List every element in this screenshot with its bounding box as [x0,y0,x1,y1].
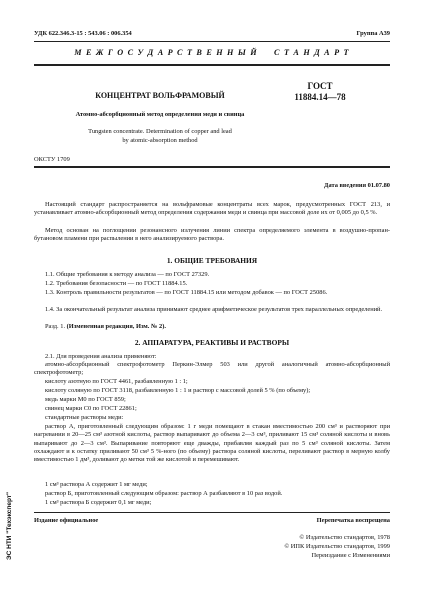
clause-2-1: 2.1. Для проведения анализа применяют: [45,353,157,360]
section-1-note-prefix: Разд. 1. [45,323,66,330]
gost-number: 11884.14—78 [294,92,346,102]
udk-code: УДК 622.346.3-15 : 543.06 : 006.354 [34,30,132,37]
intro-date: Дата введения 01.07.80 [324,182,390,189]
item-lead: свинец марки С0 по ГОСТ 22861; [45,405,137,412]
clause-1-1: 1.1. Общие требования к методу анализа — по ГОСТ 27329. [45,271,210,278]
footer-rule [34,512,390,513]
solution-b-preparation: раствор Б, приготовленный следующим образом: раствор А разбавляют в 10 раз водой. [45,490,283,497]
side-stamp: ЭС НТИ "Техэксперт" [6,491,13,560]
banner-rule [34,64,390,66]
gost-label: ГОСТ [307,81,333,91]
clause-1-3: 1.3. Контроль правильности результатов — по ГОСТ 11884.15 или методом добавок — по ГОСТ 25086. [45,289,328,296]
section-1-title: 1. ОБЩИЕ ТРЕБОВАНИЯ [166,256,258,265]
solution-a-preparation: раствор А, приготовленный следующим образом: 1 г меди помещают в стакан вместимостью 200 см³ и растворяют при нагревании в 20—25 см³ азотной кислоты, раствор выпаривают до объема 2—3 см³, приливают 15 см³ соляной кислоты и вновь выпаривают до 2—3 см³. Выпаривание повторяют еще дважды, прибавляя каждый раз по 5 см³ соляной кислоты. Затем охлаждают и к остатку приливают 50 см³ 5 %-ного (по объему) раствора соляной кислоты, переливают раствор в мерную колбу вместимостью 1 дм³, доливают до метки той же кислотой и перемешивают. [34,423,390,464]
section-1-note [34,323,390,331]
english-title-line-2: by atomic-absorption method [122,137,198,144]
clause-1-4: 1.4. За окончательный результат анализа принимают среднее арифметическое результатов трех параллельных определений. [45,306,383,313]
item-spectrophotometer: атомно-абсорбционный спектрофотометр Перкин-Элмер 503 или другой аналогичный атомно-абсорбционный спектрофотометр; [34,361,390,377]
copyright-1: © Издательство стандартов, 1978 [299,534,390,541]
item-copper-solutions: стандартные растворы меди: [45,414,124,421]
paragraph-scope: Настоящий стандарт распространяется на вольфрамовые концентраты всех марок, предусмотренных ГОСТ 213, и устанавливает атомно-абсорбционный метод определения содержания меди и свинца при массовой доле их от 0,005 до 0,5 %. [34,201,390,217]
standard-banner: М Е Ж Г О С У Д А Р С Т В Е Н Н Ы Й С Т А Н Д А Р Т [74,48,350,57]
document-subtitle: Атомно-абсорбционный метод определения меди и свинца [75,111,245,118]
document-title: КОНЦЕНТРАТ ВОЛЬФРАМОВЫЙ [95,91,225,100]
item-hydrochloric-acid: кислоту соляную по ГОСТ 3118, разбавленную 1 : 1 и раствор с массовой долей 5 % (по объему); [45,387,311,394]
reissue-note: Переиздание с Изменениями [311,552,390,559]
english-title-line-1: Tungsten concentrate. Determination of copper and lead [88,128,232,135]
title-rule [34,166,390,168]
reprint-prohibited: Перепечатка воспрещена [316,517,390,524]
header-rule [34,41,390,42]
section-1-note-text: (Измененная редакция, Изм. № 2). [66,323,166,330]
official-edition: Издание официальное [34,517,99,524]
section-2-title: 2. АППАРАТУРА, РЕАКТИВЫ И РАСТВОРЫ [134,338,290,347]
copyright-2: © ИПК Издательство стандартов, 1999 [284,543,390,550]
oksty-code: ОКСТУ 1709 [34,156,70,163]
group-code: Группа А39 [356,30,390,37]
item-copper: медь марки М0 по ГОСТ 859; [45,396,126,403]
solution-a-content: 1 см³ раствора А содержит 1 мг меди; [45,481,148,488]
paragraph-method: Метод основан на поглощении резонансного излучения линии спектра определяемого элемента в воздушно-пропан-бутановом пламени при распылении в него анализируемого раствора. [34,227,390,243]
solution-b-content: 1 см³ раствора Б содержит 0,1 мг меди; [45,499,152,506]
clause-1-2: 1.2. Требования безопасности — по ГОСТ 11884.15. [45,280,188,287]
item-nitric-acid: кислоту азотную по ГОСТ 4461, разбавленную 1 : 1; [45,378,188,385]
